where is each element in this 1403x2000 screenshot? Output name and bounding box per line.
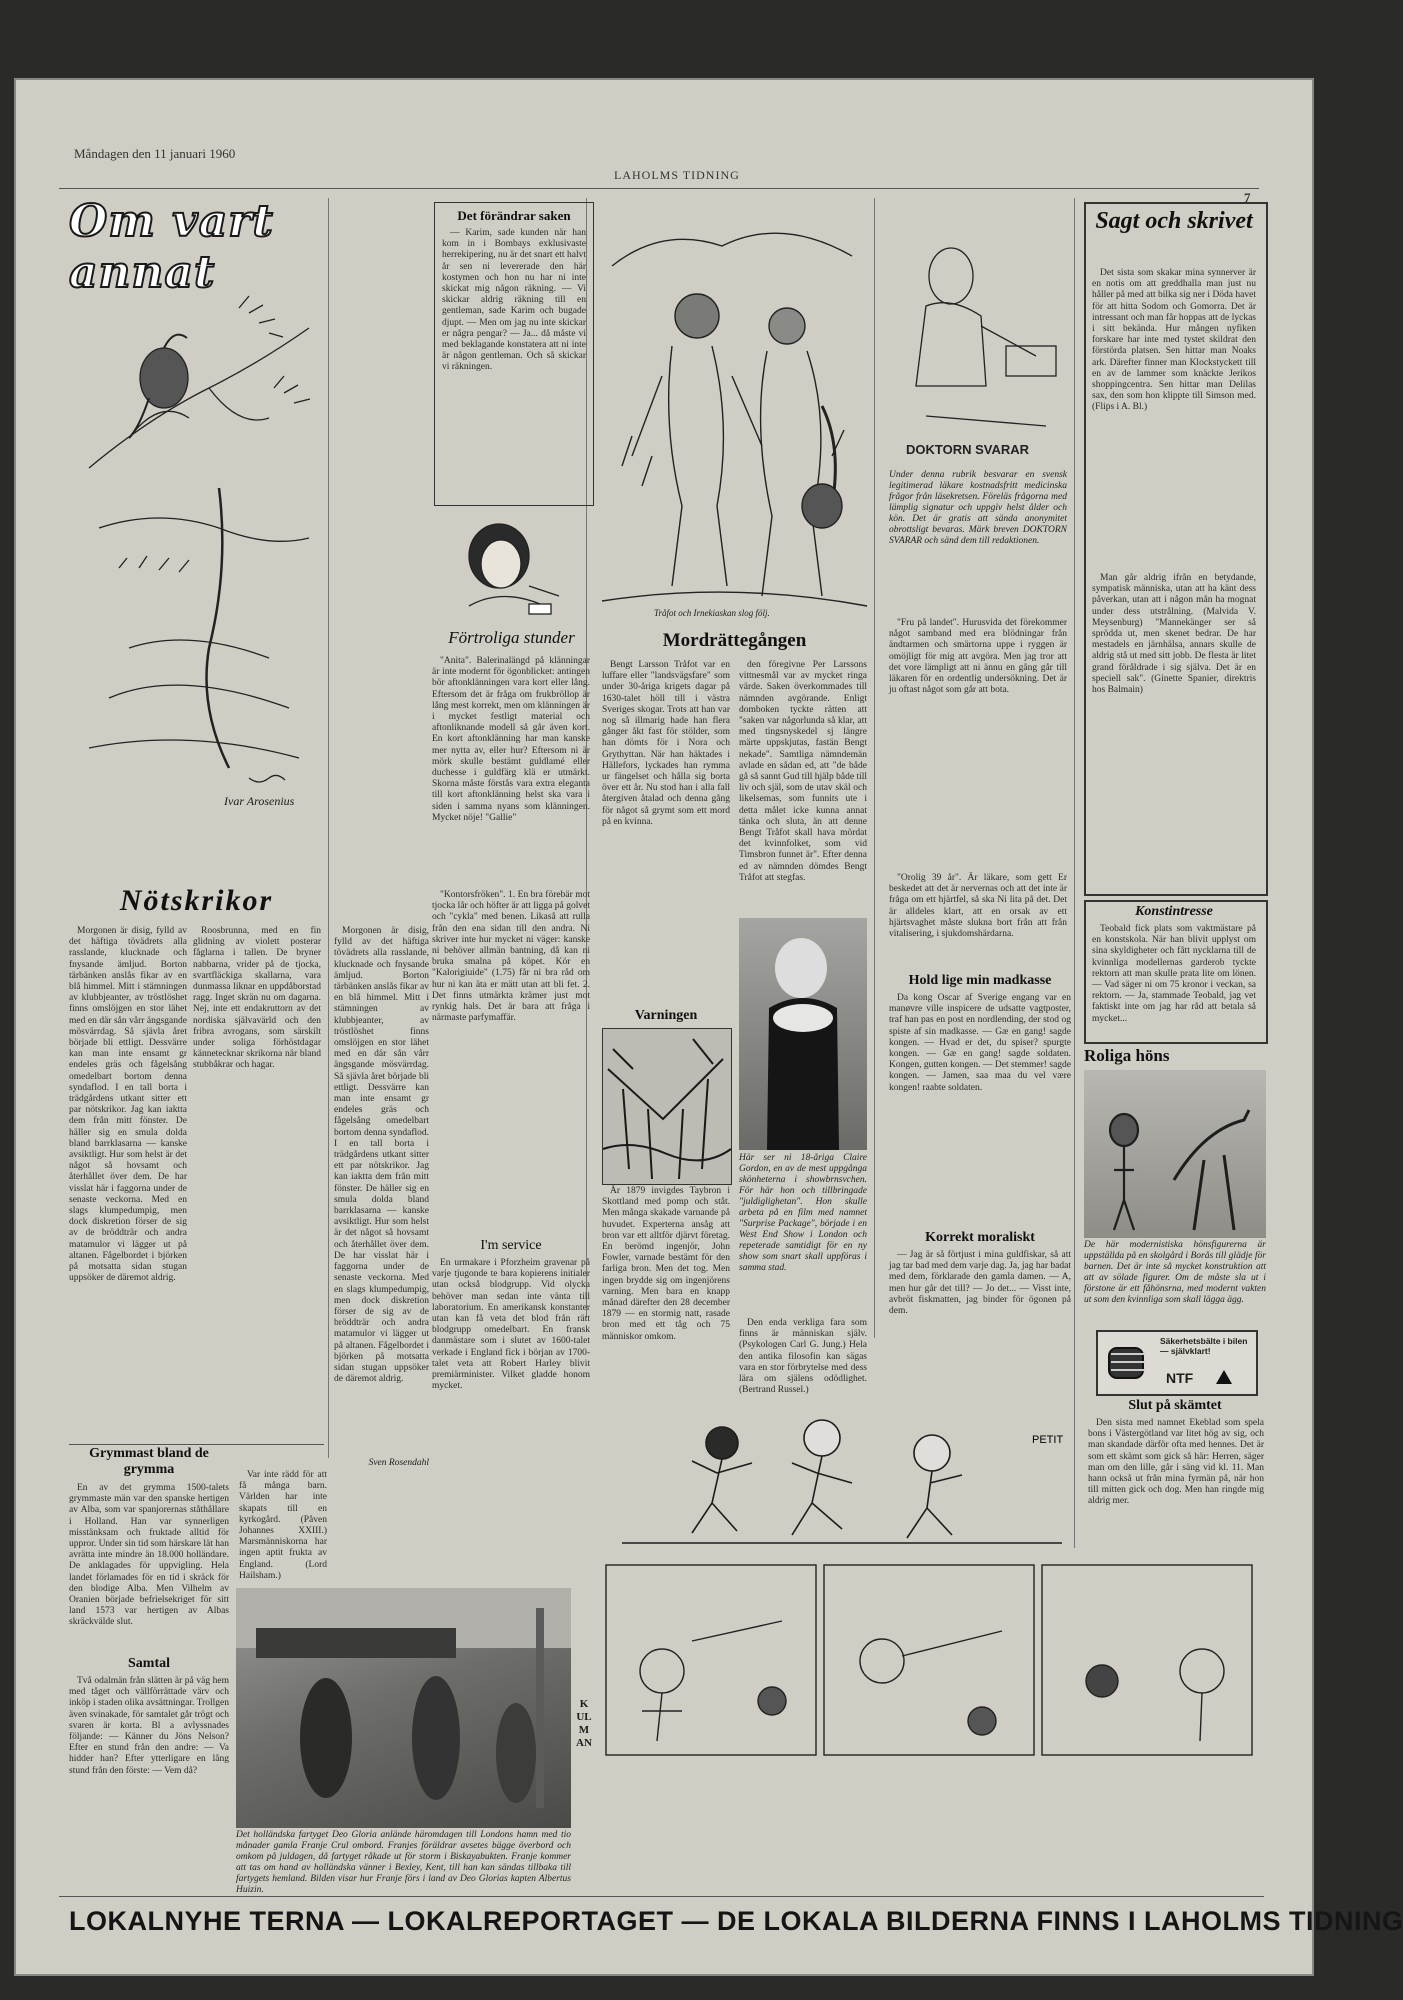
section-rule bbox=[69, 1444, 324, 1445]
service-text: En urmakare i Pforzheim gravenar på varje tjugonde te bara kopierens initialer utan också blodgrupp. Vid olycka behöver man sedan inte vänta till laboratorium. En amerikansk konstanter utan kan få veta det blod från rätt blodgrupp omedelbart. En fransk danmästare som i slutet av 1600-talet verkade i England fick i början av 1700-talet veta att Robert Harley blivit premiärminister. Vilket gladde honom mycket. bbox=[432, 1258, 590, 1392]
notskrikor-text-col2: Morgonen är disig, fylld av det häftiga tövädrets alla rasslande, klucknade och fnysande ämljud. Borton tärbänken anslås fikar av en blå himmel. Mitt i stämningen av klubbjeanter, av tröstlöshet finns omslöjgen en stor lähet med en där sån vårr ängsgande mösvärrdag. Så sjävla året började bli ettligt. Dessvärre kan man inte ensamt gr endeles gräs och fågelsång omedelbart bortom denna syndaflod. I en tall borta i trädgårdens utkant sitter ett par nötskrikor. Jag kan iaktta dem från mitt fönster. De häller sig en smula dolda bland barrklasarna — kanske avsiktligt. Hur som helst är det något så hovsamt och återhållet över dem. De har visslat här i faggorna under de senaste veckorna. Med en slags klumpedumpig, men dock diskretion förser de sig av de bröddträr och andra matamulor vi lägger ut på altanen. Fågelbordet i björken på motsatta sidan stugan uppsöker de däremot aldrig. bbox=[334, 926, 429, 1385]
trafot-illustration bbox=[602, 206, 867, 621]
newspaper-page bbox=[14, 78, 1403, 1976]
mordrattegangen-text-a: Bengt Larsson Tråfot var en luffare eller "landsvägsfare" som under 30-åriga krigets dagar på 1630-talet höll till i västra Sveriges skogar. Trots att han var nog så illmarig hade han flera gånger åkt fast för stölder, som han dömts för i Nora och Grythyttan. När han häktades i Hällefors, lyckades han rymma ur fängelset och hålla sig borta över ett år. Nu stod han i alla fall återgiven åtalad och denna gång för något så grymt som ett mord på en kvinna. bbox=[602, 660, 730, 827]
grymmast-title: Grymmast bland de grymma bbox=[89, 1446, 209, 1477]
woman-portrait-illustration bbox=[429, 516, 579, 626]
ntf-safety-ad bbox=[1096, 1330, 1258, 1396]
header-rule bbox=[59, 188, 1259, 189]
notskrikor-text-cont: Roosbrunna, med en fin glidning av violett posterar fåglarna i tallen. De bryner nabbarna, vrider på de tjocka, svartfläckiga skallarna, vara dunmassa liknar en uppdåborstad ragg. Inget skrän nu om dagarna. Nej, inte ett endakruttorn av det nordiska självavärld och den fribra avrogans, som särskilt under soliga förhöstdagar kännetecknar skrikorna när bland stubbåkrar och hagar. bbox=[193, 926, 321, 1071]
ntf-brand: NTF bbox=[1166, 1370, 1194, 1386]
footer-rule bbox=[59, 1896, 1264, 1897]
det-forandrar-saken-text: — Karim, sade kunden när han kom in i Bombays exklusivaste herrekipering, nu är det snart ett halvt år sen ni levererade den här kostymen och hon nu har ni inte skickat mig någon räkning. — Vi skickar aldrig räkning till en gentleman, sade Karim och bugade djupt. — Men om jag nu inte skickar er några pengar? — Ja... då måste vi med beklagande konstatera att ni inte är någon gentleman. Och så skickar vi räkningen. bbox=[442, 228, 586, 373]
konstintresse-title: Konstintresse bbox=[1135, 904, 1213, 919]
madkasse-title: Hold lige min madkasse bbox=[908, 973, 1052, 988]
column-rule bbox=[874, 198, 875, 1338]
varningen-text: År 1879 invigdes Taybron i Skottland med pomp och ståt. Men många skakade varnande på huvudet. Experterna ansåg att bron var ett alltför djärvt företag. En berömd ingenjör, John Fowler, varnade bestämt för den farliga bron. Men det tog. Men ingen brydde sig om ingenjörens varning. Men bara en knapp månad därefter den 28 december 1879 — en stormig natt, rasade bron med ett tåg och 75 människor omkom. bbox=[602, 1186, 730, 1342]
column-rule bbox=[1074, 198, 1075, 1548]
om-vart-annat-title: Om vart annat bbox=[69, 196, 274, 298]
roliga-hons-caption: De här modernistiska hönsfigurerna är uppställda på en skolgård i Borås till glädje för barnen. Det är inte så mycket konstruktion att att av sölade figurer. Om de måste sla ut i förstone är ett fåhönsrna, med modernt vakten ut som den kvinnliga som skall lägga ägg. bbox=[1084, 1240, 1266, 1305]
sagt-och-skrivet-quotes: Man går aldrig ifrån en betydande, sympatisk människa, utan att ha känt dess påverkan, utan att i någon mån ha mognat under dess utstrålning. (Malvida V. Meysenburg) "Mannekänger ser så sprödda ut, men skenet bedrar. De har mestadels en järnhälsa, annars skulle de aldrig stå ut med sitt jobb. De flesta är litet grand föråldrade i sig själva. Det är en speciell sak". (Ginette Spanier, direktris hos Balmain) bbox=[1092, 573, 1256, 696]
doktorn-reply-text: "Fru på landet". Hurusvida det förekommer något samband med era blödningar från ändtarmen och smärtorna uppe i ryggen är omöjligt för mig att avgöra. Men jag tror att det vore lämpligt att ni ännu en gång går till läkaren för en ordentlig undersökning. Det är ju oftast något som går att bota. bbox=[889, 618, 1067, 696]
bird-pine-illustration bbox=[69, 268, 324, 808]
fist-icon bbox=[1101, 1334, 1156, 1392]
notskrikor-title: Nötskrikor bbox=[119, 884, 274, 917]
header-paper-name: LAHOLMS TIDNING bbox=[614, 168, 740, 182]
konstintresse-text: Teobald fick plats som vaktmästare på en konstskola. När han blivit upplyst om sina skyldigheter och fått nycklarna till de kvinnliga modellernas garderob tyckte rektorn att man skulle prata lite om lönen. — Vad säger ni om 75 kronor i veckan, sa rektorn. — Ja, stammade Teobald, jag vet faktiskt inte om jag har råd att betala så mycket... bbox=[1092, 924, 1256, 1024]
fortroliga-kontor-text: "Kontorsfröken". 1. En bra förebär mot tjocka lår och höfter är att ligga på golvet och "cykla" med benen. Likaså att rulla från den ena sidan till den andra. Ni skriver inte hur mycket ni väger: kanske ni behöver allmän bantning, då kan ni bruka smalna på köpet. Kör en "Kalorigiuide" (1.75) får ni bra råd om hur ni kan äta er mätt utan att bli fet. 2. Det finns utmärkta krämer just mot rynkig hals. Det är bara att fråga i närmaste parfymaffär. bbox=[432, 890, 590, 1024]
notskrikor-text: Morgonen är disig, fylld av det häftiga tövädrets alla rasslande, klucknade och fnysande ämljud. Borton tärbänken anslås fikar av en blå himmel. Mitt i stämningen av klubbjeanter, av tröstlöshet finns omslöjgen en stor lähet med en där sån vårr ängsgande mösvärrdag. Så sjävla året började bli ettligt. Dessvärre kan man inte ensamt gr endeles gräs och fågelsång omedelbart bortom denna syndaflod. I en tall borta i trädgårdens utkant sitter ett par nötskrikor. Jag kan iaktta dem från mitt fönster. De häller sig en smula dolda bland barrklasarna — kanske avsiktligt. Hur som helst är det något så hovsamt och återhållet över dem. De har visslat här i faggorna under de senaste veckorna. Med en slags klumpedumpig, men dock diskretion förser de sig av de bröddträr och andra matamulor vi lägger ut på altanen. Fågelbordet i björken på motsatta sidan stugan uppsöker de däremot aldrig. bbox=[69, 926, 187, 1284]
header-date: Måndagen den 11 januari 1960 bbox=[74, 146, 236, 161]
mordrattegangen-text-b: den föregivne Per Larssons vittnesmål var av mycket ringa värde. Saken överkommades till nämnden avgörande. Enligt domboken tyckte rätten att "saken var någorlunda så klar, att med tingsnyskedel sj längre märte uppskjutas, fastän Bengt nekade". Samtliga nämndemän avlade en sådan ed, att "de både gå så sannt Gud till hjälp både till liv och själ, som de utav skäl och likelsemas, som funnits ute i detta målet icke kunna annat tänka och sluta, än att denne Bengt Tråfot skall hava mördat det kvinnfolket, som vid Timsbron funnet är". Efter denna ed av nämnden dömdes Bengt Tråfot att stegfas. bbox=[739, 660, 867, 883]
warning-triangle-icon bbox=[1216, 1370, 1232, 1384]
sagt-och-skrivet-title: Sagt och skrivet bbox=[1095, 208, 1253, 234]
ship-arrival-photo bbox=[236, 1588, 571, 1828]
det-forandrar-saken-title: Det förändrar saken bbox=[457, 208, 571, 223]
paradox-quotes: Den enda verkliga fara som finns är människan själv. (Psykologen Carl G. Jung.) Hela den antika filosofin kan sägas vara en stor förbrytelse med dess lära om själens odödlighet. (Bertrand Russel.) bbox=[739, 1318, 867, 1396]
artist-signature: Ivar Arosenius bbox=[224, 794, 295, 808]
grymmast-text: En av det grymma 1500-talets grymmaste män var den spanske hertigen av Alba, som var spanjorernas ståthållare i Holland. Han var synnerligen misstänksam och fruktade alltid för uppror. Under sin tid som härskare lät han avrätta inte mindre än 18.000 holländare. De anklagades för uppvigling. Hela landet förlamades för en tid i skräck för den blodige Alba. Men Vilhelm av Oranien började befrielsekriget för sitt land 1573 var hertigen av Albas skräckvälde slut. bbox=[69, 1483, 229, 1628]
quote-text: Var inte rädd för att få många barn. Världen har inte skapats till en kyrkogård. (Påven Johannes XXIII.) Marsmänniskorna har ingen aptit frukta av England. (Lord Hailsham.) bbox=[239, 1470, 327, 1581]
mordrattegangen-title: Mordrättegången bbox=[662, 630, 807, 651]
samtal-title: Samtal bbox=[128, 1656, 170, 1671]
illustration-caption: Tråfot och Irnekiaskan slog följ. bbox=[654, 608, 770, 618]
roliga-hons-title: Roliga höns bbox=[1084, 1046, 1170, 1065]
children-running-cartoon bbox=[602, 1403, 1077, 1553]
ship-photo-caption: Det holländska fartyget Deo Gloria anlände häromdagen till Londons hamn med tio månader gamla Franje Crul ombord. Franjes föräldrar avsetes bägge överbord och omkom på juldagen, då fartyget råkade ut för storm i Biskayabukten. Franje kommer att tas om hand av holländska vänner i Bexley, Kent, till han kan sändas tillbaka till fartygets hemland. Bilden visar hur Franje förs i land av Deo Glorias kapten Albertus Huizin. bbox=[236, 1830, 571, 1895]
varningen-title: Varningen bbox=[634, 1008, 698, 1023]
kulman-credit: KULMAN bbox=[576, 1698, 592, 1749]
sagt-och-skrivet-text: Det sista som skakar mina synnerver är en notis om att greddhalla man just nu håller på med att bilka sig ner i Döda havet för att hitta Sodom och Gomorra. Det är intressant och man får hoppas att de lyckas i sitt bekända. Hur mången nyfiken forskare har inte med tystet skildrat den förstörda platsen. Sen hittar man Noaks ark. Därefter finner man Klockstyckett till en av de lammer som knäckte Jerikos shoppingcentra. Sen hittar man Delilas sax, den som hon klippte till Simson med. (Flips i A. Bl.) bbox=[1092, 268, 1256, 413]
claire-gordon-caption: Här ser ni 18-åriga Claire Gordon, en av de mest uppgånga skönheterna i showbrnsvchen. För här hon och tillbringade "juldiglighetan". Hon skulle arbeta på en film med namnet "Surprise Package", började i en West End Show i London och repeterade samtidigt för en ny show som snart skall uppföras i samma stad. bbox=[739, 1153, 867, 1273]
bridge-woodcut-illustration bbox=[602, 1028, 732, 1185]
slut-pa-skamtet-text: Den sista med namnet Ekeblad som spela bons i Västergötland var litet hög av sig, och man skandade därför ofta med hennes. Det är som ett skämt som gick så här: Herren, säger man om den lille, går i säng vid kl. 11. Man hann också ut från mina fyrmän på, när hon till mitten gick och dog. Men han ringde mig aldrig mer. bbox=[1088, 1418, 1264, 1507]
slut-pa-skamtet-title: Slut på skämtet bbox=[1128, 1398, 1222, 1413]
fortroliga-anita-text: "Anita". Balerinalängd på klänningar är inte modernt för ögonblicket: antingen bör aftonklänningen vara kort eller lång. Eftersom det är fråga om frukbröllop är lång mest korrekt, men om klänningen är i mycket festligt material och aftonliknande modell så går även kort. En kort aftonklänning har man kanske mer nytta av, eller hur? Eftersom ni är mörk skulle bestämt guldlamé eller duchesse i guldfärg klä er utmärkt. Skorna måste förstås vara extra eleganta till kort aftonklänning helst ska vara i siden i samma nyans som klänningen. Mycket nöje! "Gallie" bbox=[432, 656, 590, 823]
roliga-hons-photo bbox=[1084, 1070, 1266, 1238]
column-rule bbox=[328, 198, 329, 1458]
claire-gordon-photo bbox=[739, 918, 867, 1150]
orolig-reply-text: "Orolig 39 år". Är läkare, som gett Er beskedet att det är nervernas och att det inte är fråga om ett hjärtfel, så ska Ni lita på det. Det är alldeles klart, att en orsak av ett hjärtsvaghet måste slukna bort från att från vitalisering, i sjukdomshärdarna. bbox=[889, 873, 1067, 940]
ntf-slogan: Säkerhetsbälte i bilen — självklart! bbox=[1160, 1336, 1248, 1356]
doktorn-svarar-label: DOKTORN SVARAR bbox=[906, 442, 1030, 457]
madkasse-text: Da kong Oscar af Sverige engang var en manøvre ville inspicere de udsatte vagtposter, traf han pas en post en nordlending, der stod og spiste af sin madkasse. — Gæ en gang! sagde kongen. — Hvad er det, du spiser? spurgte kongen. — Gæ en gang! sagde soldaten. Kongen, gutten kongen. — Det stemmer! sagde kongen. — Jamen, saa maa du vel være kongen! raabte soldaten. bbox=[889, 993, 1071, 1093]
doktorn-svarar-illustration bbox=[886, 206, 1071, 466]
doktorn-svarar-intro: Under denna rubrik besvarar en svensk legitimerad läkare kostnadsfritt medicinska frågor från läsekretsen. Föreläs frågorna med lämplig signatur och uppgiv helst ålder och kön. Det är gratis att sända anonymitet obrottsligt bevaras. Märk breven DOKTORN SVARAR och sänd dem till redaktionen. bbox=[889, 470, 1067, 546]
cartoon-signature: PETIT bbox=[1032, 1434, 1064, 1446]
kulman-comic-strip bbox=[602, 1561, 1257, 1761]
page-number: 7 bbox=[1244, 190, 1251, 205]
korrekt-moraliskt-text: — Jag är så förtjust i mina guldfiskar, så att jag tar bad med dem varje dag. Ja, jag har badat med dem, förklarade den gamla damen. — A, men hur går det till? — Jo det... — Visst inte, avbröt fiskmatten, jag binder för ögonen på dem. bbox=[889, 1250, 1071, 1317]
author-signature: Sven Rosendahl bbox=[368, 1458, 429, 1468]
fortroliga-stunder-title: Förtroliga stunder bbox=[448, 628, 575, 647]
service-title: I'm service bbox=[480, 1238, 542, 1253]
samtal-text: Två odalmän från slätten är på väg hem med tåget och vällförrättade värv och inköp i staden olika avsättningar. Trollgen även svinakade, för samtalet går trögt och svaren är korta. Bl a avlyssnades följande: — Känner du Jöns Nelson? Efter en stund från den andre: — Va hidder han? Efter ytterligare en lång stund från den förste: — Vem då? bbox=[69, 1676, 229, 1776]
footer-banner: LOKALNYHE TERNA — LOKALREPORTAGET — DE LOKALA BILDERNA FINNS I LAHOLMS TIDNING bbox=[69, 1906, 1403, 1936]
korrekt-moraliskt-title: Korrekt moraliskt bbox=[925, 1230, 1035, 1245]
